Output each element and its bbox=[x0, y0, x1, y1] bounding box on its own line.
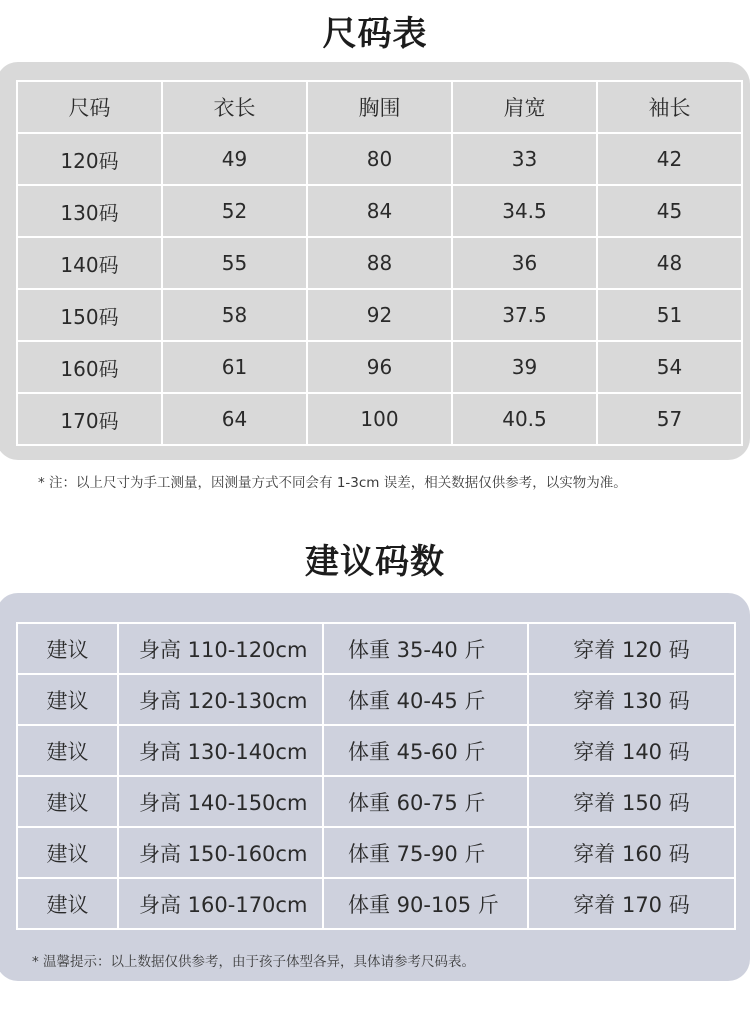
recommended-size-cell: 穿着 130 码 bbox=[528, 674, 735, 725]
table-row bbox=[17, 289, 742, 341]
table-row bbox=[17, 133, 742, 185]
table-row bbox=[17, 185, 742, 237]
length-cell: 61 bbox=[162, 341, 307, 393]
advice-title: 建议码数 bbox=[305, 542, 445, 582]
table-row bbox=[17, 725, 735, 776]
table-row bbox=[17, 237, 742, 289]
length-cell: 58 bbox=[162, 289, 307, 341]
weight-cell: 体重 45-60 斤 bbox=[323, 725, 528, 776]
chest-cell: 84 bbox=[307, 185, 452, 237]
height-cell: 身高 130-140cm bbox=[118, 725, 323, 776]
shoulder-cell: 39 bbox=[452, 341, 597, 393]
weight-cell: 体重 40-45 斤 bbox=[323, 674, 528, 725]
chest-cell: 100 bbox=[307, 393, 452, 445]
header-chest: 胸围 bbox=[307, 81, 452, 133]
shoulder-cell: 36 bbox=[452, 237, 597, 289]
size-chart-table bbox=[16, 80, 743, 446]
sleeve-cell: 51 bbox=[597, 289, 742, 341]
advice-label-cell: 建议 bbox=[17, 878, 118, 929]
table-row bbox=[17, 341, 742, 393]
shoulder-cell: 40.5 bbox=[452, 393, 597, 445]
weight-cell: 体重 35-40 斤 bbox=[323, 623, 528, 674]
chest-cell: 92 bbox=[307, 289, 452, 341]
table-row bbox=[17, 623, 735, 674]
size-cell: 170码 bbox=[17, 393, 162, 445]
length-cell: 55 bbox=[162, 237, 307, 289]
height-cell: 身高 150-160cm bbox=[118, 827, 323, 878]
length-cell: 64 bbox=[162, 393, 307, 445]
header-size: 尺码 bbox=[17, 81, 162, 133]
size-chart-title: 尺码表 bbox=[322, 14, 428, 54]
recommended-size-cell: 穿着 120 码 bbox=[528, 623, 735, 674]
table-row bbox=[17, 776, 735, 827]
shoulder-cell: 33 bbox=[452, 133, 597, 185]
recommended-size-cell: 穿着 170 码 bbox=[528, 878, 735, 929]
shoulder-cell: 34.5 bbox=[452, 185, 597, 237]
advice-label-cell: 建议 bbox=[17, 827, 118, 878]
recommended-size-cell: 穿着 140 码 bbox=[528, 725, 735, 776]
sleeve-cell: 45 bbox=[597, 185, 742, 237]
length-cell: 52 bbox=[162, 185, 307, 237]
recommended-size-cell: 穿着 150 码 bbox=[528, 776, 735, 827]
chest-cell: 96 bbox=[307, 341, 452, 393]
size-cell: 140码 bbox=[17, 237, 162, 289]
advice-label-cell: 建议 bbox=[17, 725, 118, 776]
size-chart-note: * 注：以上尺寸为手工测量，因测量方式不同会有 1-3cm 误差，相关数据仅供参考，以实物为准。 bbox=[38, 475, 627, 491]
chest-cell: 80 bbox=[307, 133, 452, 185]
header-shoulder: 肩宽 bbox=[452, 81, 597, 133]
height-cell: 身高 140-150cm bbox=[118, 776, 323, 827]
size-cell: 150码 bbox=[17, 289, 162, 341]
size-cell: 120码 bbox=[17, 133, 162, 185]
advice-table bbox=[16, 622, 736, 930]
advice-label-cell: 建议 bbox=[17, 674, 118, 725]
table-row bbox=[17, 393, 742, 445]
height-cell: 身高 110-120cm bbox=[118, 623, 323, 674]
sleeve-cell: 48 bbox=[597, 237, 742, 289]
table-row bbox=[17, 878, 735, 929]
sleeve-cell: 54 bbox=[597, 341, 742, 393]
chest-cell: 88 bbox=[307, 237, 452, 289]
shoulder-cell: 37.5 bbox=[452, 289, 597, 341]
height-cell: 身高 160-170cm bbox=[118, 878, 323, 929]
size-cell: 130码 bbox=[17, 185, 162, 237]
size-chart-header-row bbox=[17, 81, 742, 133]
sleeve-cell: 57 bbox=[597, 393, 742, 445]
table-row bbox=[17, 674, 735, 725]
sleeve-cell: 42 bbox=[597, 133, 742, 185]
height-cell: 身高 120-130cm bbox=[118, 674, 323, 725]
header-sleeve: 袖长 bbox=[597, 81, 742, 133]
header-length: 衣长 bbox=[162, 81, 307, 133]
advice-note: * 温馨提示：以上数据仅供参考，由于孩子体型各异，具体请参考尺码表。 bbox=[32, 954, 476, 970]
advice-label-cell: 建议 bbox=[17, 623, 118, 674]
advice-label-cell: 建议 bbox=[17, 776, 118, 827]
size-cell: 160码 bbox=[17, 341, 162, 393]
recommended-size-cell: 穿着 160 码 bbox=[528, 827, 735, 878]
weight-cell: 体重 90-105 斤 bbox=[323, 878, 528, 929]
weight-cell: 体重 75-90 斤 bbox=[323, 827, 528, 878]
length-cell: 49 bbox=[162, 133, 307, 185]
table-row bbox=[17, 827, 735, 878]
weight-cell: 体重 60-75 斤 bbox=[323, 776, 528, 827]
